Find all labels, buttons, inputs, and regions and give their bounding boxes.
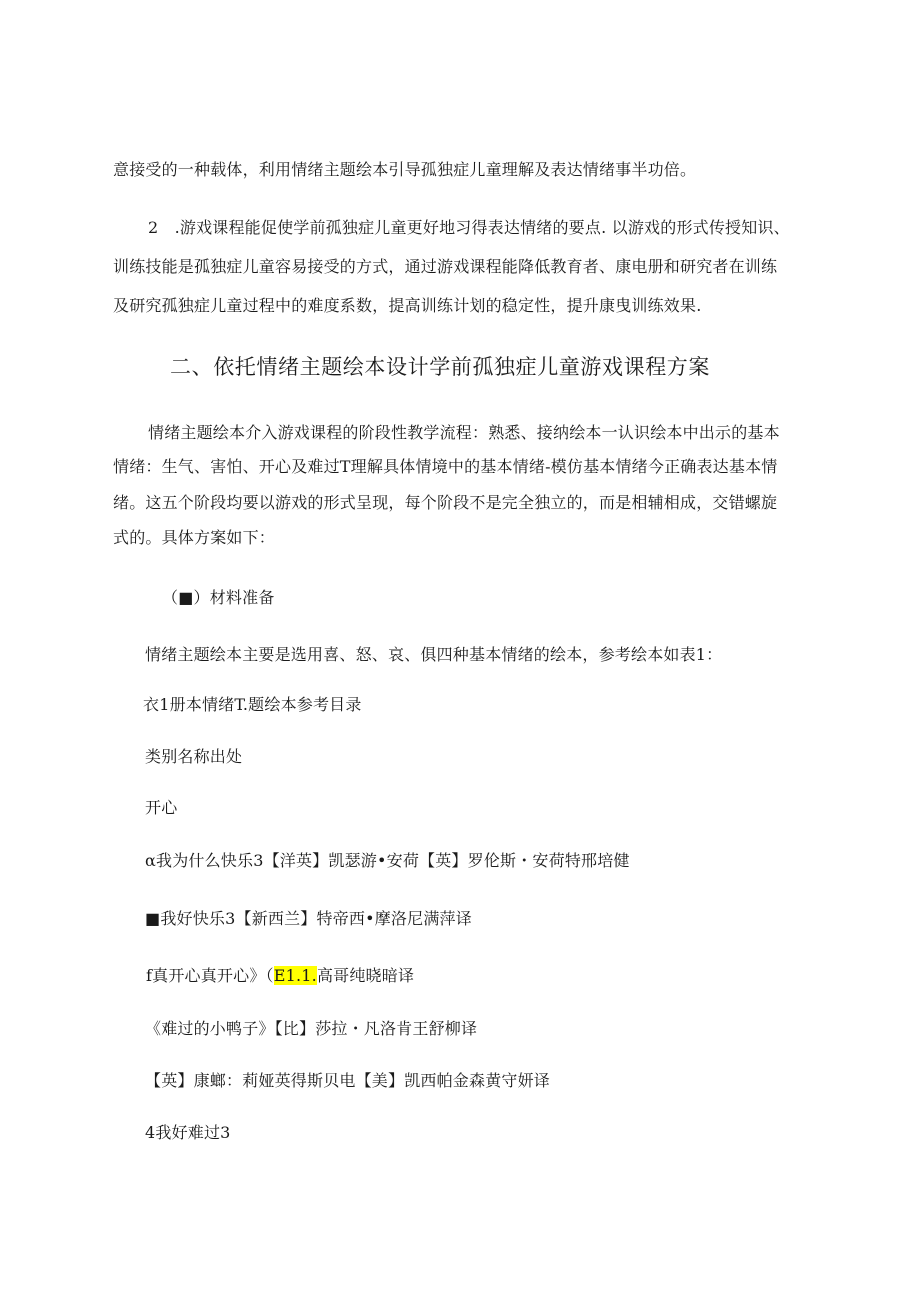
- paragraph-continuation: 意接受的一种载体，利用情绪主题绘本引导孤独症儿童理解及表达情绪事半功倍。: [113, 160, 697, 179]
- table-caption: 衣1册本情绪T.题绘本参考目录: [143, 695, 362, 714]
- section-heading: 二、依托情绪主题绘本设计学前孤独症儿童游戏课程方案: [170, 355, 710, 379]
- book-entry: ■我好快乐3【新西兰】特帝西•摩洛尼满萍译: [145, 909, 472, 928]
- highlighted-text: E1.1.: [273, 966, 317, 985]
- paragraph-line: 2 .游戏课程能促使学前孤独症儿童更好地习得表达情绪的要点. 以游戏的形式传授知识、: [148, 218, 790, 237]
- paragraph-line: 式的。具体方案如下：: [113, 528, 276, 547]
- book-entry: 《难过的小鸭子》【比】莎拉・凡洛肯王舒柳译: [145, 1019, 478, 1038]
- category-label: 开心: [145, 798, 178, 817]
- paragraph-line: 训练技能是孤独症儿童容易接受的方式，通过游戏课程能降低教育者、康电册和研究者在训练: [113, 257, 778, 276]
- book-entry: [146, 966, 414, 986]
- paragraph-line: 情绪主题绘本介入游戏课程的阶段性教学流程：熟悉、接纳绘本一认识绘本中出示的基本: [148, 423, 780, 442]
- table-header: 类别名称出处: [145, 747, 243, 766]
- paragraph-line: 情绪：生气、害怕、开心及难过T理解具体情境中的基本情绪-模仿基本情绪今正确表达基本情: [113, 457, 778, 476]
- subheading-materials: （■）材料准备: [162, 588, 275, 607]
- book-entry: α我为什么快乐3【洋英】凯瑟游•安荷【英】罗伦斯・安荷特邢培健: [145, 851, 630, 870]
- book-entry: 4我好难过3: [145, 1123, 231, 1142]
- paragraph-line: 绪。这五个阶段均要以游戏的形式呈现，每个阶段不是完全独立的，而是相辅相成，交错螺旋: [113, 493, 778, 512]
- entry-text: 高哥纯晓暗译: [316, 966, 415, 985]
- entry-text: f真开心真开心》（: [146, 966, 274, 985]
- paragraph-line: 及研究孤独症儿童过程中的难度系数，提高训练计划的稳定性，提升康曳训练效果.: [113, 296, 702, 315]
- book-entry: 【英】康螂：莉娅英得斯贝电【美】凯西帕金森黄守妍译: [145, 1071, 551, 1090]
- paragraph-picture-books: 情绪主题绘本主要是选用喜、怒、哀、俱四种基本情绪的绘本，参考绘本如表1：: [145, 645, 723, 664]
